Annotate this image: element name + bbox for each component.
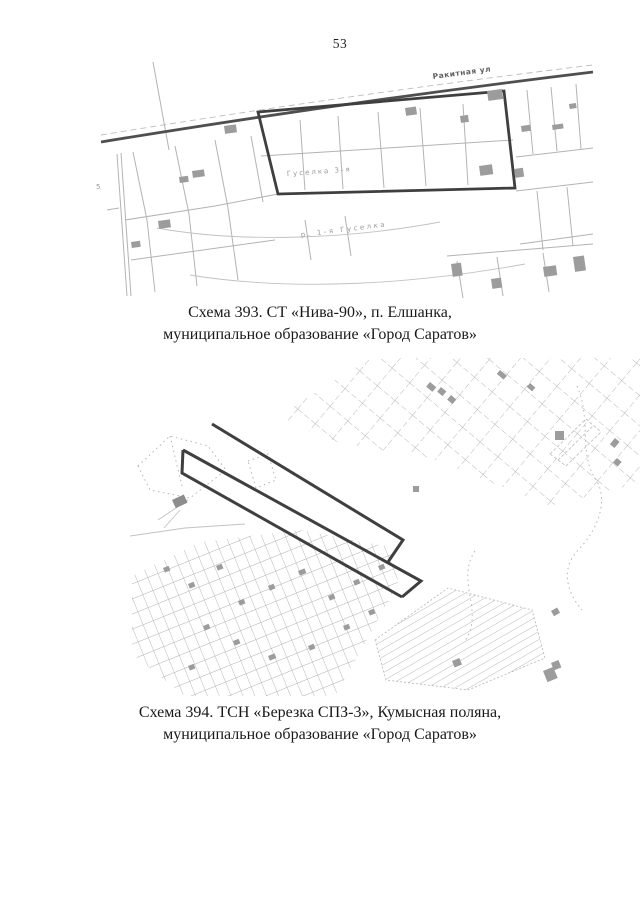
parcel-grid-southwest [132, 530, 398, 696]
building [569, 103, 577, 109]
parcel-line [516, 84, 593, 157]
side-road [117, 153, 131, 296]
building [192, 169, 205, 178]
road-edge-line [101, 65, 593, 135]
building [451, 263, 463, 277]
building [543, 265, 557, 277]
main-road [101, 72, 593, 142]
river-line [157, 222, 440, 237]
building [514, 168, 524, 178]
building [172, 495, 188, 509]
map-schema-394 [130, 358, 640, 698]
building [158, 219, 171, 229]
caption-line: Схема 394. ТСН «Березка СПЗ-3», Кумысная поляна, [138, 704, 502, 721]
buildings [131, 89, 586, 289]
river-line [190, 264, 525, 284]
building [179, 176, 189, 183]
caption-line: Схема 393. СТ «Нива-90», п. Елшанка, [188, 304, 452, 321]
edge-label: 5 [96, 183, 101, 191]
area-name-label: Гуселка 3-я [286, 165, 352, 178]
map-schema-393 [95, 58, 595, 298]
building [413, 486, 419, 492]
parcel-line [133, 136, 263, 220]
building [521, 125, 531, 132]
building [405, 106, 417, 115]
caption-schema-393 [0, 302, 640, 346]
building [131, 241, 141, 248]
parcel-lines-west [107, 62, 278, 296]
parcel-stripes-southeast [375, 588, 545, 690]
parcel-grid-northeast [275, 358, 640, 506]
street-name-label: Ракитная ул [432, 64, 492, 81]
parcel-line [516, 182, 593, 250]
caption-line: муниципальное образование «Город Саратов» [163, 326, 477, 343]
river-name-label: р. 1-я Гуселка [300, 220, 388, 239]
building [555, 431, 564, 440]
page-number: 53 [332, 36, 348, 51]
parcel-line [130, 500, 245, 536]
building [460, 115, 469, 123]
building [573, 255, 586, 271]
building [487, 89, 503, 101]
building [551, 608, 560, 617]
building [479, 164, 493, 176]
building [491, 278, 502, 289]
building [224, 124, 237, 134]
building [552, 123, 564, 129]
parcel-lines-east [516, 84, 593, 250]
caption-schema-394 [0, 702, 640, 746]
caption-line: муниципальное образование «Город Саратов» [163, 726, 477, 743]
